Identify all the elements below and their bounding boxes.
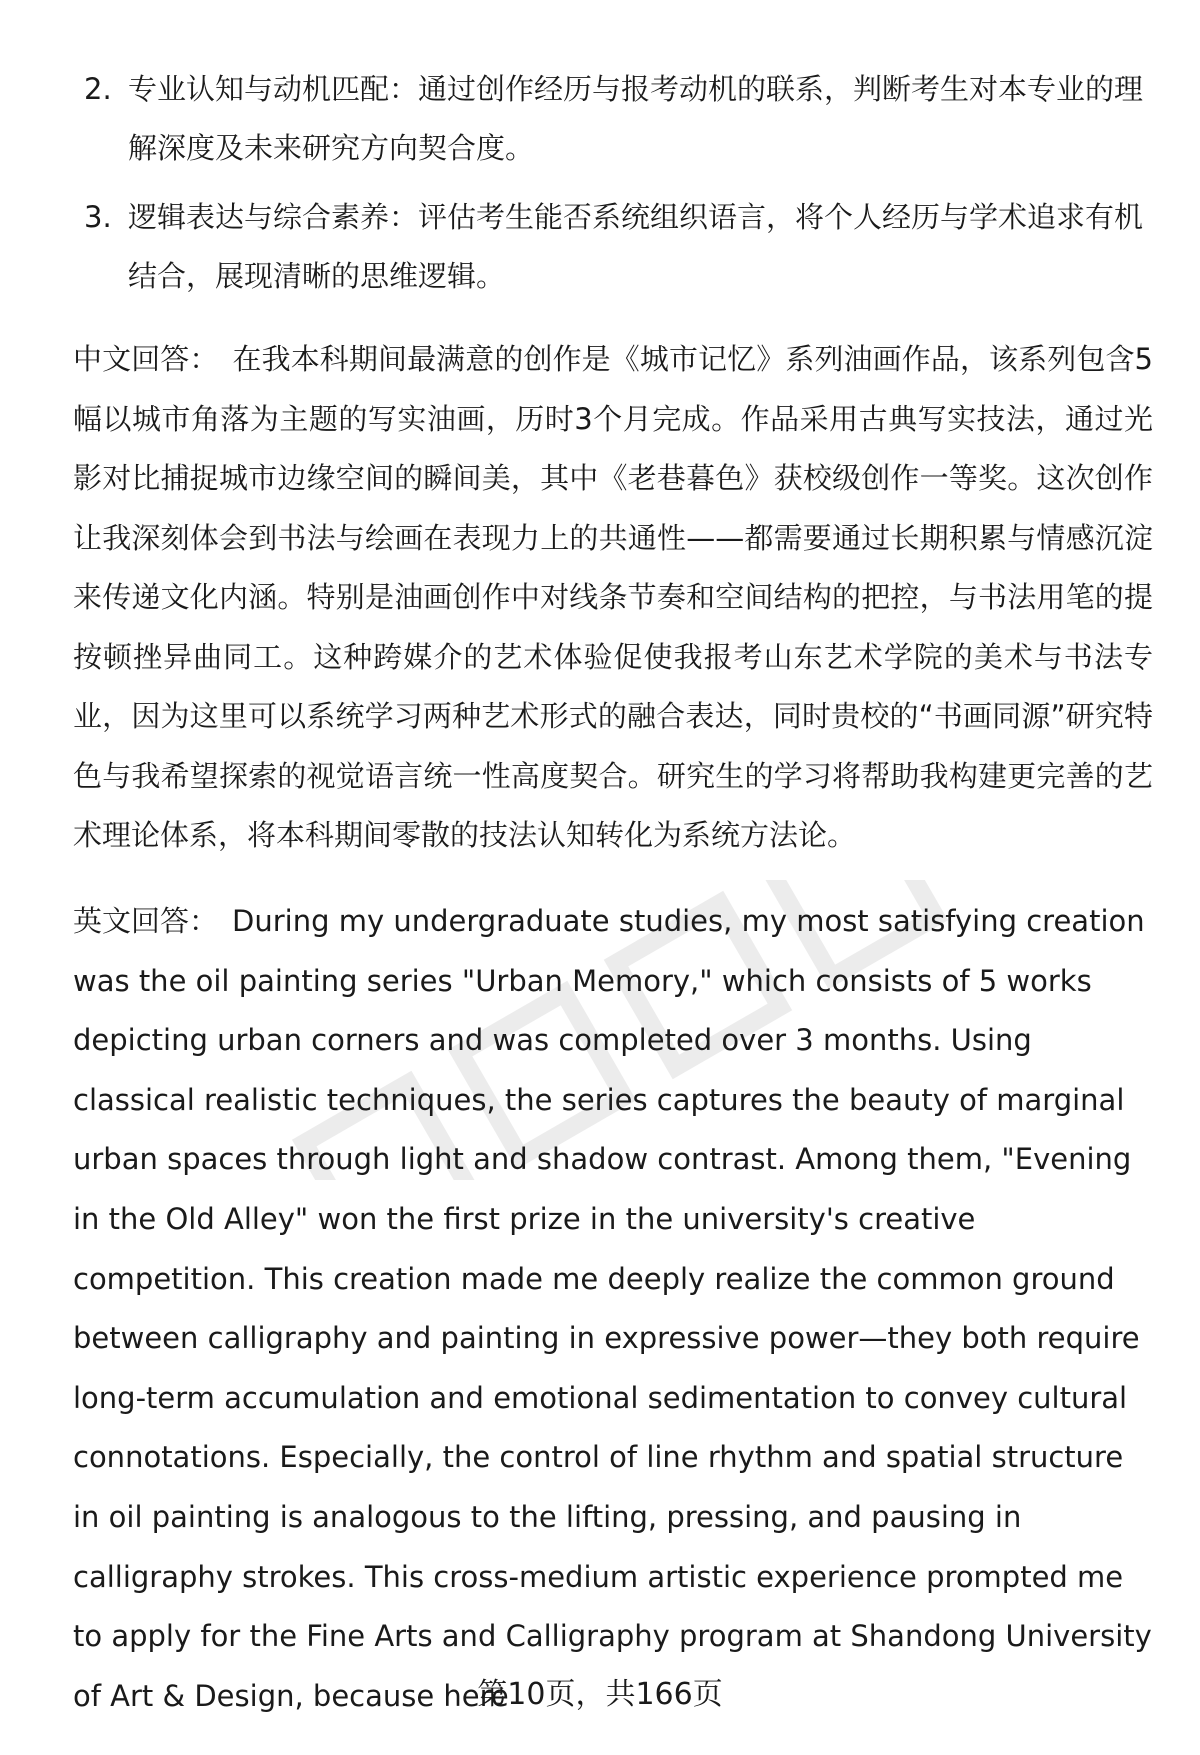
english-answer-label: 英文回答： (73, 904, 219, 938)
chinese-answer-label: 中文回答： (73, 342, 219, 376)
criteria-number: 2. (84, 72, 112, 106)
criteria-text: 逻辑表达与综合素养：评估考生能否系统组织语言，将个人经历与学术追求有机结合，展现清晰的思维逻辑。 (128, 200, 1144, 293)
criteria-item-3 (84, 188, 1144, 306)
chinese-answer-text: 在我本科期间最满意的创作是《城市记忆》系列油画作品，该系列包含5幅以城市角落为主题的写实油画，历时3个月完成。作品采用古典写实技法，通过光影对比捕捉城市边缘空间的瞬间美，其中《老巷暮色》获校级创作一等奖。这次创作让我深刻体会到书法与绘画在表现力上的共通性——都需要通过长期积累与情感沉淀来传递文化内涵。特别是油画创作中对线条节奏和空间结构的把控，与书法用笔的提按顿挫异曲同工。这种跨媒介的艺术体验促使我报考山东艺术学院的美术与书法专业，因为这里可以系统学习两种艺术形式的融合表达，同时贵校的“书画同源”研究特色与我希望探索的视觉语言统一性高度契合。研究生的学习将帮助我构建更完善的艺术理论体系，将本科期间零散的技法认知转化为系统方法论。 (73, 342, 1153, 852)
page-number-footer: 第10页，共166页 (477, 1677, 723, 1712)
criteria-text: 专业认知与动机匹配：通过创作经历与报考动机的联系，判断考生对本专业的理解深度及未来研究方向契合度。 (128, 72, 1144, 165)
evaluation-criteria-list (84, 60, 1144, 316)
criteria-number: 3. (84, 200, 112, 234)
chinese-answer-paragraph (73, 330, 1153, 866)
criteria-item-2 (84, 60, 1144, 178)
english-answer-paragraph (73, 892, 1153, 1726)
english-answer-text: During my undergraduate studies, my most satisfying creation was the oil painting series "Urban Memory," which consists of 5 works depicting urban corners and was completed over 3 months. Using classical realistic techniques, the series captures the beauty of marginal urban spaces through light and shadow contrast. Among them, "Evening in the Old Alley" won the first prize in the university's creative competition. This creation made me deeply realize the common ground between calligraphy and painting in expressive power—they both require long-term accumulation and emotional sedimentation to convey cultural connotations. Especially, the control of line rhythm and spatial structure in oil painting is analogous to the lifting, pressing, and pausing in calligraphy strokes. This cross-medium artistic experience prompted me to apply for the Fine Arts and Calligraphy program at Shandong University of Art & Design, because here (73, 904, 1152, 1713)
